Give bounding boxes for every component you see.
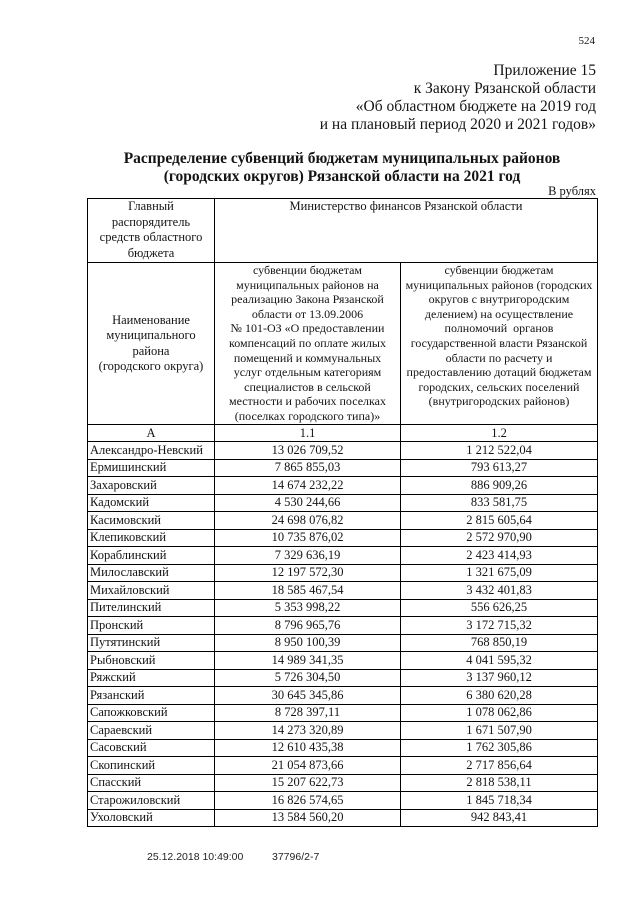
table-row [88, 617, 598, 635]
subsidy-1-1-cell: 12 610 435,38 [215, 739, 401, 757]
subsidy-1-2-cell: 3 172 715,32 [401, 617, 598, 635]
district-name-cell: Сараевский [88, 722, 215, 740]
table-row [88, 582, 598, 600]
table-row [88, 477, 598, 495]
district-name-cell: Ермишинский [88, 459, 215, 477]
subsidy-1-2-cell: 1 321 675,09 [401, 564, 598, 582]
subsidy-1-2-cell: 6 380 620,28 [401, 687, 598, 705]
subsidy-1-1-cell: 7 865 855,03 [215, 459, 401, 477]
subsidy-1-2-cell: 768 850,19 [401, 634, 598, 652]
table-row [88, 669, 598, 687]
title-line: Распределение субвенций бюджетам муниципальных районов [123, 150, 561, 167]
distributor-value-cell: Министерство финансов Рязанской области [215, 199, 598, 263]
index-1-1: 1.1 [215, 425, 401, 442]
table-row [88, 774, 598, 792]
district-name-cell: Пронский [88, 617, 215, 635]
appendix-line: Приложение 15 [493, 62, 596, 79]
subsidy-1-2-cell: 3 137 960,12 [401, 669, 598, 687]
subsidy-1-1-cell: 5 353 998,22 [215, 599, 401, 617]
district-name-cell: Захаровский [88, 477, 215, 495]
district-name-cell: Александро-Невский [88, 442, 215, 460]
table-row [88, 494, 598, 512]
table-row [88, 652, 598, 670]
subsidy-1-2-cell: 3 432 401,83 [401, 582, 598, 600]
district-name-cell: Пителинский [88, 599, 215, 617]
district-name-cell: Касимовский [88, 512, 215, 530]
footer-timestamp: 25.12.2018 10:49:00 [147, 851, 244, 863]
table-body [88, 199, 598, 827]
table-row [88, 809, 598, 827]
subsidy-table [87, 198, 598, 827]
column-1-2-header: субвенции бюджетам муниципальных районов (городских округов с внутригородским делением) на осуществление полномочий органов государственной власти Рязанской области по расчету и предоставлению дотаций бюджетам городских, сельских поселений (внутригородских районов) [401, 263, 598, 425]
table-row [88, 687, 598, 705]
subsidy-1-2-cell: 942 843,41 [401, 809, 598, 827]
subsidy-1-2-cell: 2 717 856,64 [401, 757, 598, 775]
table-row [88, 512, 598, 530]
district-name-cell: Ухоловский [88, 809, 215, 827]
subsidy-1-1-cell: 13 584 560,20 [215, 809, 401, 827]
table-row [88, 634, 598, 652]
district-name-cell: Кораблинский [88, 547, 215, 565]
subsidy-1-2-cell: 793 613,27 [401, 459, 598, 477]
table-row [88, 529, 598, 547]
page-number: 524 [578, 35, 595, 47]
subsidy-1-1-cell: 7 329 636,19 [215, 547, 401, 565]
column-1-1-header: субвенции бюджетам муниципальных районов на реализацию Закона Рязанской области от 13.09.2006 № 101-ОЗ «О предоставлении компенсаций по оплате жилых помещений и коммунальных услуг отдельным категориям специалистов в сельской местности и рабочих поселках (поселках городского типа)» [215, 263, 401, 425]
district-name-cell: Михайловский [88, 582, 215, 600]
subsidy-1-1-cell: 14 674 232,22 [215, 477, 401, 495]
table-row [88, 792, 598, 810]
subsidy-1-2-cell: 2 818 538,11 [401, 774, 598, 792]
subsidy-1-1-cell: 14 989 341,35 [215, 652, 401, 670]
title-line: (городских округов) Рязанской области на 2021 год [163, 168, 521, 185]
district-name-cell: Старожиловский [88, 792, 215, 810]
subsidy-1-2-cell: 2 423 414,93 [401, 547, 598, 565]
subsidy-1-2-cell: 1 671 507,90 [401, 722, 598, 740]
header-row-distributor [88, 199, 598, 263]
table-row [88, 564, 598, 582]
subsidy-1-1-cell: 14 273 320,89 [215, 722, 401, 740]
column-index-row [88, 425, 598, 442]
district-name-cell: Спасский [88, 774, 215, 792]
subsidy-1-1-cell: 8 728 397,11 [215, 704, 401, 722]
district-name-cell: Кадомский [88, 494, 215, 512]
subsidy-1-2-cell: 1 762 305,86 [401, 739, 598, 757]
index-a: А [88, 425, 215, 442]
district-name-cell: Сапожковский [88, 704, 215, 722]
subsidy-1-1-cell: 10 735 876,02 [215, 529, 401, 547]
district-name-cell: Путятинский [88, 634, 215, 652]
subsidy-1-2-cell: 2 815 605,64 [401, 512, 598, 530]
district-name-cell: Скопинский [88, 757, 215, 775]
table-row [88, 704, 598, 722]
subsidy-1-1-cell: 5 726 304,50 [215, 669, 401, 687]
district-name-cell: Милославский [88, 564, 215, 582]
subsidy-1-2-cell: 1 212 522,04 [401, 442, 598, 460]
header-row-columns [88, 263, 598, 425]
subsidy-1-2-cell: 833 581,75 [401, 494, 598, 512]
subsidy-1-1-cell: 30 645 345,86 [215, 687, 401, 705]
appendix-line: «Об областном бюджете на 2019 год [355, 98, 596, 115]
table-row [88, 739, 598, 757]
subsidy-1-1-cell: 12 197 572,30 [215, 564, 401, 582]
document-title [87, 150, 597, 186]
appendix-header [320, 62, 596, 134]
district-name-cell: Сасовский [88, 739, 215, 757]
subsidy-1-2-cell: 4 041 595,32 [401, 652, 598, 670]
footer-doc-id: 37796/2-7 [272, 851, 320, 863]
subsidy-1-1-cell: 24 698 076,82 [215, 512, 401, 530]
table-row [88, 459, 598, 477]
subsidy-1-1-cell: 21 054 873,66 [215, 757, 401, 775]
district-name-cell: Ряжский [88, 669, 215, 687]
subsidy-1-2-cell: 556 626,25 [401, 599, 598, 617]
units-label: В рублях [548, 184, 596, 198]
subsidy-1-1-cell: 13 026 709,52 [215, 442, 401, 460]
appendix-line: к Закону Рязанской области [413, 80, 596, 97]
table-row [88, 757, 598, 775]
district-name-cell: Рыбновский [88, 652, 215, 670]
subsidy-1-1-cell: 16 826 574,65 [215, 792, 401, 810]
index-1-2: 1.2 [401, 425, 598, 442]
district-name-header: Наименование муниципального района (городского округа) [88, 263, 215, 425]
appendix-line: и на плановый период 2020 и 2021 годов» [319, 116, 596, 133]
table-row [88, 722, 598, 740]
subsidy-1-1-cell: 8 796 965,76 [215, 617, 401, 635]
subsidy-1-2-cell: 2 572 970,90 [401, 529, 598, 547]
subsidy-1-1-cell: 4 530 244,66 [215, 494, 401, 512]
subsidy-1-1-cell: 15 207 622,73 [215, 774, 401, 792]
table-row [88, 442, 598, 460]
table-row [88, 599, 598, 617]
subsidy-1-2-cell: 1 078 062,86 [401, 704, 598, 722]
subsidy-1-1-cell: 8 950 100,39 [215, 634, 401, 652]
table-row [88, 547, 598, 565]
district-name-cell: Клепиковский [88, 529, 215, 547]
subsidy-1-1-cell: 18 585 467,54 [215, 582, 401, 600]
district-name-cell: Рязанский [88, 687, 215, 705]
distributor-label-cell: Главный распорядитель средств областного бюджета [88, 199, 215, 263]
subsidy-1-2-cell: 1 845 718,34 [401, 792, 598, 810]
subsidy-1-2-cell: 886 909,26 [401, 477, 598, 495]
